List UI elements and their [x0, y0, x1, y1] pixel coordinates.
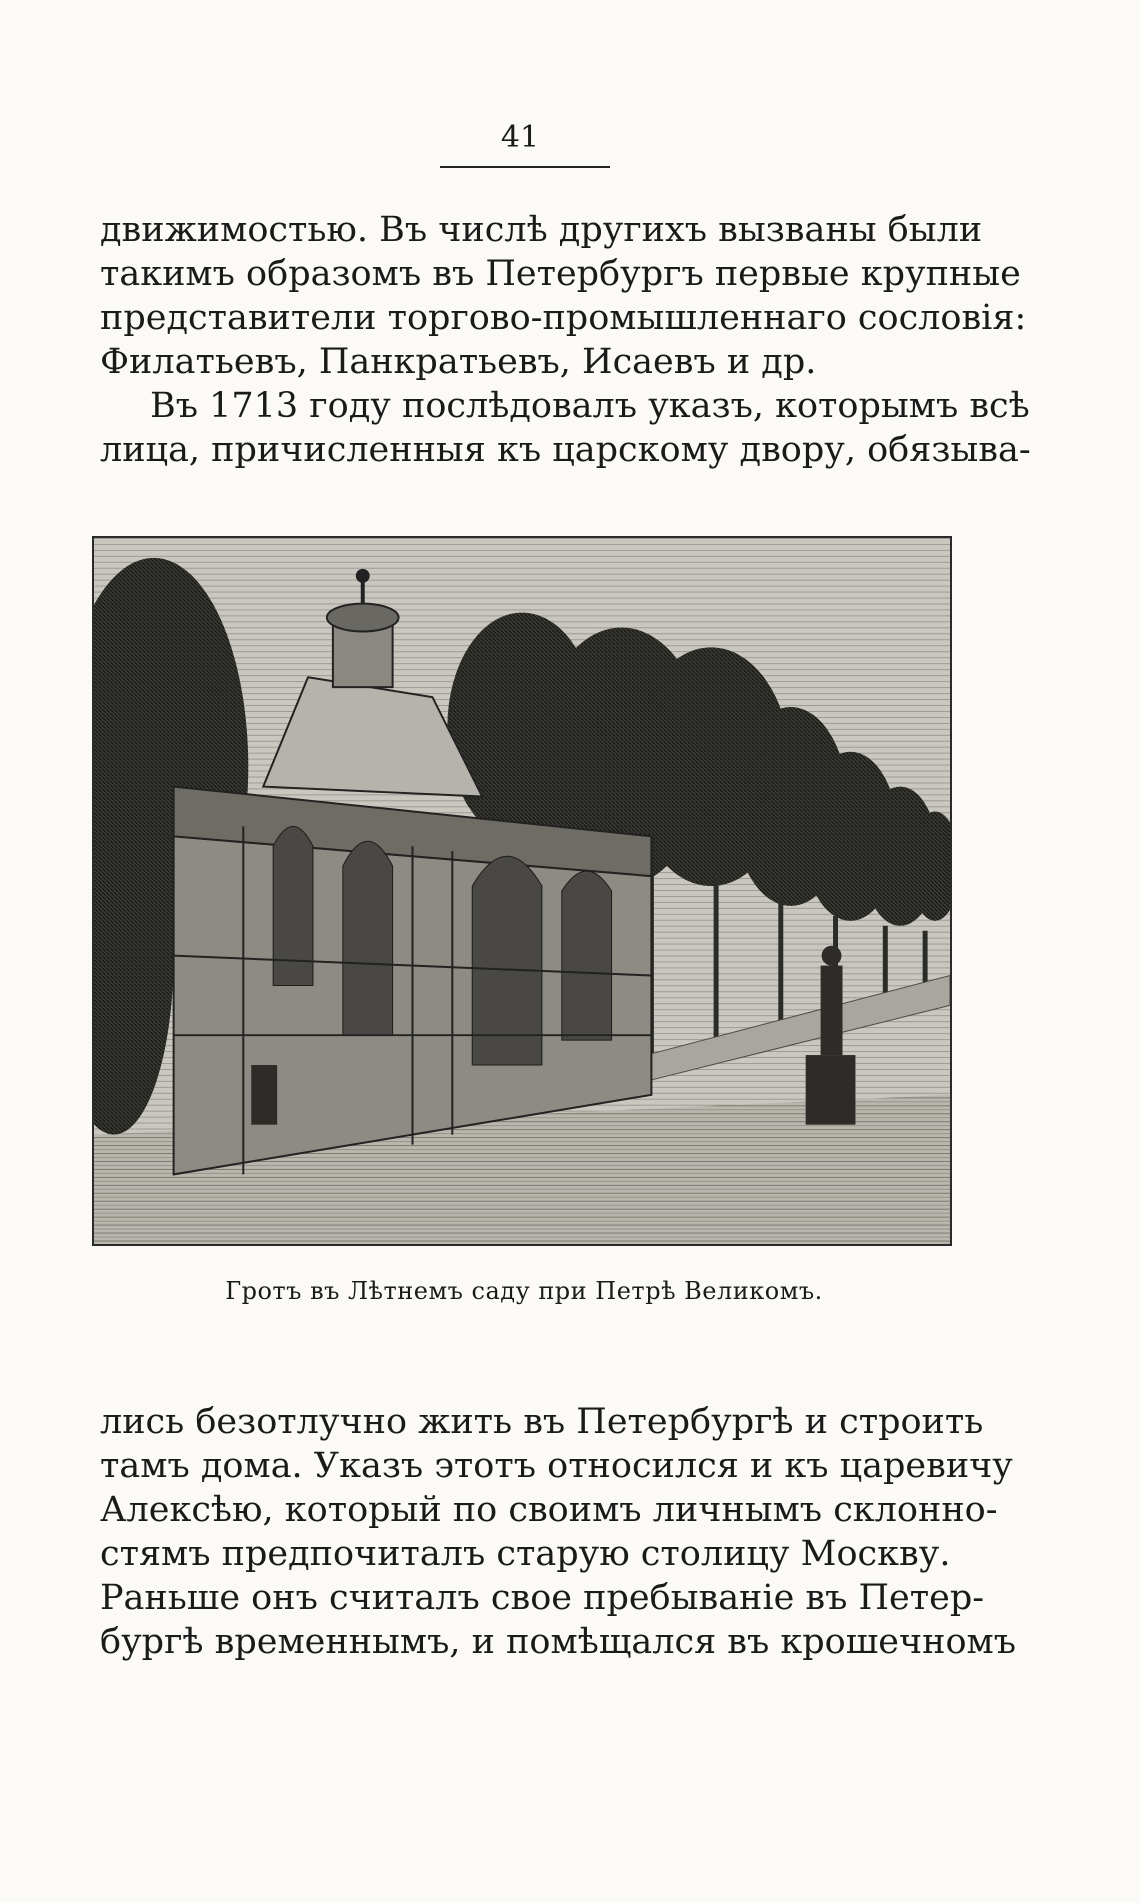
- body-text-top: [100, 208, 1031, 472]
- text-line: Алексѣю, который по своимъ личнымъ склонно-: [100, 1490, 998, 1530]
- text-line: представители торгово-промышленнаго сословія:: [100, 298, 1027, 338]
- text-line: Раньше онъ считалъ свое пребываніе въ Петер-: [100, 1578, 985, 1618]
- text-line: движимостью. Въ числѣ другихъ вызваны были: [100, 210, 983, 250]
- grotto-engraving: [92, 536, 952, 1246]
- page-number: 41: [500, 120, 540, 155]
- text-line: лица, причисленныя къ царскому двору, обязыва-: [100, 430, 1031, 470]
- text-line: Филатьевъ, Панкратьевъ, Исаевъ и др.: [100, 342, 817, 382]
- text-line: тамъ дома. Указъ этотъ относился и къ царевичу: [100, 1446, 1013, 1486]
- page-number-rule: [440, 166, 610, 168]
- text-line: бургѣ временнымъ, и помѣщался въ крошечномъ: [100, 1622, 1017, 1662]
- body-text-bottom: [100, 1400, 1017, 1664]
- text-line: лись безотлучно жить въ Петербургѣ и строить: [100, 1402, 984, 1442]
- text-line: такимъ образомъ въ Петербургъ первые крупные: [100, 254, 1021, 294]
- text-line: Въ 1713 году послѣдовалъ указъ, которымъ всѣ: [150, 386, 1030, 426]
- figure-caption: Гротъ въ Лѣтнемъ саду при Петрѣ Великомъ.: [225, 1277, 823, 1305]
- text-line: стямъ предпочиталъ старую столицу Москву.: [100, 1534, 951, 1574]
